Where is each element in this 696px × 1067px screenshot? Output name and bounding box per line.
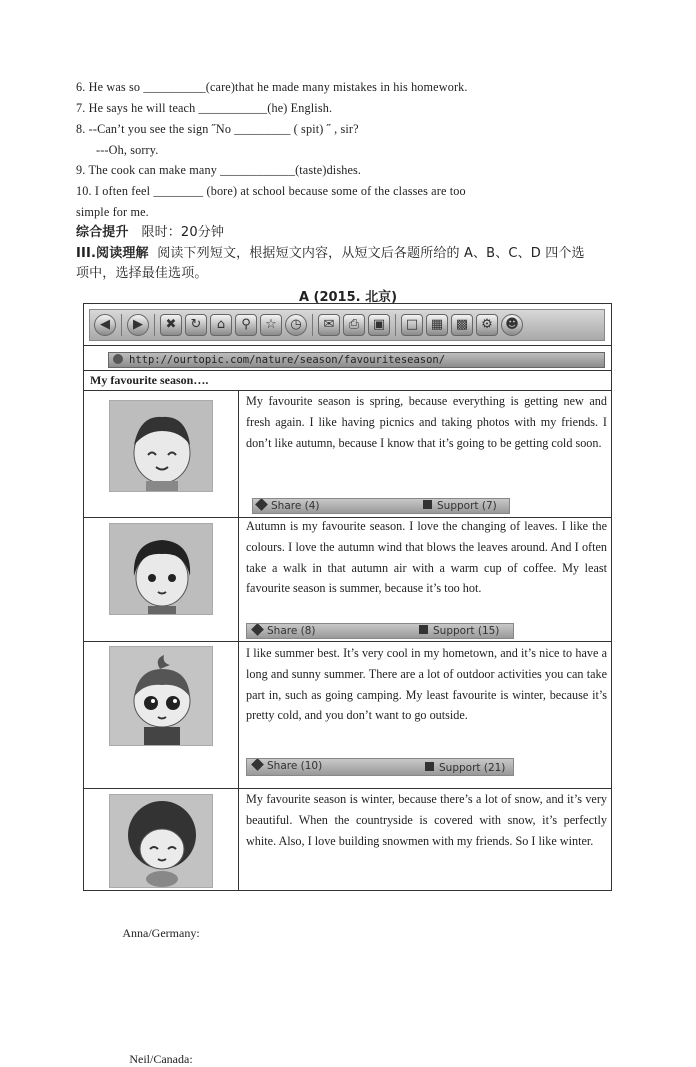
- time-limit: 限时：20分钟: [141, 225, 225, 240]
- share-button[interactable]: Share (8): [253, 624, 316, 638]
- forum-table: [83, 303, 612, 1066]
- forward-icon[interactable]: ▶: [127, 314, 149, 336]
- support-button[interactable]: Support (7): [423, 499, 497, 513]
- edit-icon[interactable]: ▣: [368, 314, 390, 336]
- users-icon[interactable]: ☻: [501, 314, 523, 336]
- favorites-icon[interactable]: ☆: [260, 314, 282, 336]
- part-label: III.阅读理解: [76, 246, 149, 261]
- avatar: [109, 523, 213, 615]
- globe-icon: [113, 354, 123, 364]
- messenger-icon[interactable]: ▩: [451, 314, 473, 336]
- instruction-line-2: 项中，选择最佳选项。: [76, 266, 208, 281]
- back-icon[interactable]: ◀: [94, 314, 116, 336]
- divider: [84, 345, 611, 346]
- user-name: Neil/Canada:: [129, 1052, 193, 1066]
- section-title: 综合提升: [76, 225, 129, 240]
- tools-icon[interactable]: ⚙: [476, 314, 498, 336]
- avatar: [109, 794, 213, 888]
- browser-toolbar: [89, 309, 605, 341]
- share-button[interactable]: Share (10): [253, 759, 322, 773]
- post-text: I like summer best. It’s very cool in my hometown, and it’s nice to have a long and sunny summer. There are a lot of outdoor activities you can take part in, such as going camping. My least favourite is winter, because it’s pretty cold, and you don’t want to go outside.: [246, 646, 607, 723]
- support-icon: [419, 625, 428, 634]
- media-icon[interactable]: ▦: [426, 314, 448, 336]
- heart-icon: [251, 623, 264, 636]
- passage-title: A (2015. 北京): [298, 290, 398, 305]
- question-6: 6. He was so __________(care)that he made many mistakes in his homework.: [76, 80, 468, 94]
- support-button[interactable]: Support (15): [419, 624, 499, 638]
- search-icon[interactable]: ⚲: [235, 314, 257, 336]
- heart-icon: [251, 758, 264, 771]
- post-text: My favourite season is spring, because everything is getting new and fresh again. I like having picnics and taking photos with my friends. I don’t like autumn, because I know that it’s going to be getting cold soon.: [246, 394, 607, 450]
- question-10-cont: simple for me.: [76, 205, 149, 219]
- refresh-icon[interactable]: ↻: [185, 314, 207, 336]
- avatar: [109, 646, 213, 746]
- heart-icon: [255, 498, 268, 511]
- post-actions: [252, 498, 510, 514]
- discuss-icon[interactable]: □: [401, 314, 423, 336]
- print-icon[interactable]: ⎙: [343, 314, 365, 336]
- divider: [84, 370, 611, 371]
- share-button[interactable]: Share (4): [257, 499, 320, 513]
- instruction-line-1: III.阅读理解 阅读下列短文，根据短文内容，从短文后各题所给的 A、B、C、D 四个选: [76, 246, 585, 261]
- support-icon: [425, 762, 434, 771]
- support-button[interactable]: Support (21): [425, 761, 505, 775]
- user-name: Anna/Germany:: [122, 926, 200, 940]
- post-actions: [246, 623, 514, 639]
- address-bar[interactable]: [108, 352, 605, 368]
- post-actions: [246, 758, 514, 776]
- forum-heading: My favourite season….: [90, 373, 209, 387]
- question-7: 7. He says he will teach ___________(he) English.: [76, 101, 333, 115]
- history-icon[interactable]: ◷: [285, 314, 307, 336]
- row-divider: [84, 641, 611, 642]
- question-9: 9. The cook can make many ____________(taste)dishes.: [76, 163, 362, 177]
- question-8-answer: ---Oh, sorry.: [96, 143, 159, 157]
- section-header: [76, 223, 224, 243]
- question-8: 8. --Can’t you see the sign ˝No _________ ( spit) ˝ , sir?: [76, 122, 359, 136]
- post-text: Autumn is my favourite season. I love the changing of leaves. I like the colours. I love the autumn wind that blows the leaves around. And I often take a walk in that autumn air with a warm cup of coffee. My least favourite season is summer, because it’s too hot.: [246, 519, 607, 596]
- stop-icon[interactable]: ✖: [160, 314, 182, 336]
- question-10: 10. I often feel ________ (bore) at school because some of the classes are too: [76, 184, 466, 198]
- home-icon[interactable]: ⌂: [210, 314, 232, 336]
- address-text: http://ourtopic.com/nature/season/favouriteseason/: [129, 354, 446, 366]
- support-icon: [423, 500, 432, 509]
- avatar: [109, 400, 213, 492]
- post-text: My favourite season is winter, because there’s a lot of snow, and it’s very beautiful. When the countryside is covered with snow, it’s perfectly white. Also, I love building snowmen with my friends. So I like winter.: [246, 792, 607, 848]
- mail-icon[interactable]: ✉: [318, 314, 340, 336]
